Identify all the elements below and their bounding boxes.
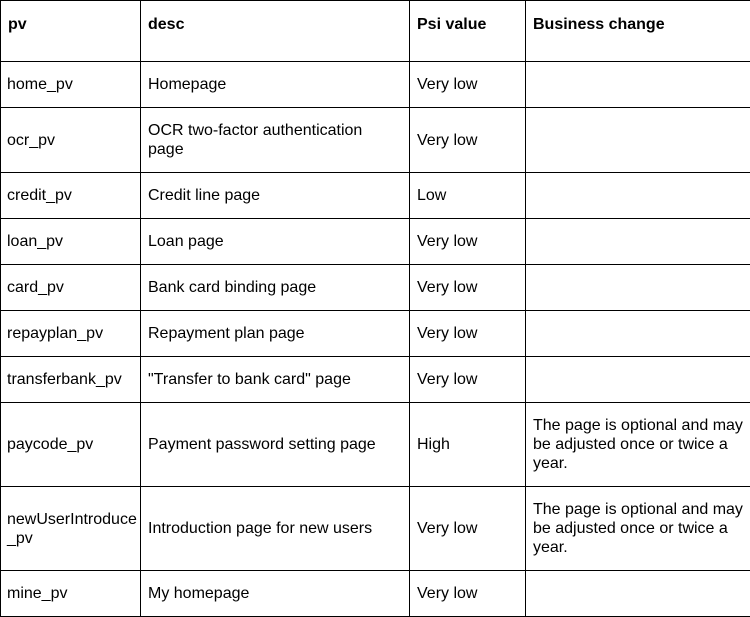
cell-desc: Repayment plan page bbox=[141, 311, 410, 357]
cell-business-change: The page is optional and may be adjusted once or twice a year. bbox=[526, 487, 750, 571]
header-pv: pv bbox=[1, 1, 141, 62]
header-row bbox=[1, 1, 750, 62]
cell-psi: Very low bbox=[410, 219, 526, 265]
cell-pv: mine_pv bbox=[1, 571, 141, 617]
cell-pv: loan_pv bbox=[1, 219, 141, 265]
cell-psi: Very low bbox=[410, 108, 526, 173]
cell-psi: Very low bbox=[410, 62, 526, 108]
cell-desc: Homepage bbox=[141, 62, 410, 108]
cell-pv: card_pv bbox=[1, 265, 141, 311]
table-row bbox=[1, 108, 750, 173]
cell-psi: Very low bbox=[410, 487, 526, 571]
cell-desc: OCR two-factor authentication page bbox=[141, 108, 410, 173]
cell-desc: My homepage bbox=[141, 571, 410, 617]
cell-business-change bbox=[526, 62, 750, 108]
cell-business-change bbox=[526, 311, 750, 357]
cell-psi: Very low bbox=[410, 311, 526, 357]
cell-desc: Payment password setting page bbox=[141, 403, 410, 487]
cell-desc: "Transfer to bank card" page bbox=[141, 357, 410, 403]
table-row bbox=[1, 403, 750, 487]
cell-pv: newUserIntroduce_pv bbox=[1, 487, 141, 571]
table-row bbox=[1, 62, 750, 108]
cell-desc: Bank card binding page bbox=[141, 265, 410, 311]
header-desc: desc bbox=[141, 1, 410, 62]
cell-psi: Very low bbox=[410, 571, 526, 617]
cell-pv: home_pv bbox=[1, 62, 141, 108]
cell-pv: transferbank_pv bbox=[1, 357, 141, 403]
cell-pv: repayplan_pv bbox=[1, 311, 141, 357]
cell-business-change bbox=[526, 571, 750, 617]
cell-desc: Introduction page for new users bbox=[141, 487, 410, 571]
table-row bbox=[1, 265, 750, 311]
cell-pv: paycode_pv bbox=[1, 403, 141, 487]
cell-business-change: The page is optional and may be adjusted once or twice a year. bbox=[526, 403, 750, 487]
cell-desc: Credit line page bbox=[141, 173, 410, 219]
table-row bbox=[1, 357, 750, 403]
cell-psi: Very low bbox=[410, 265, 526, 311]
table-row bbox=[1, 311, 750, 357]
cell-pv: ocr_pv bbox=[1, 108, 141, 173]
cell-business-change bbox=[526, 108, 750, 173]
cell-business-change bbox=[526, 219, 750, 265]
cell-desc: Loan page bbox=[141, 219, 410, 265]
table-row bbox=[1, 571, 750, 617]
header-psi-value: Psi value bbox=[410, 1, 526, 62]
cell-pv: credit_pv bbox=[1, 173, 141, 219]
cell-psi: High bbox=[410, 403, 526, 487]
cell-psi: Low bbox=[410, 173, 526, 219]
table-row bbox=[1, 173, 750, 219]
table-row bbox=[1, 487, 750, 571]
header-business-change: Business change bbox=[526, 1, 750, 62]
cell-business-change bbox=[526, 265, 750, 311]
table-row bbox=[1, 219, 750, 265]
cell-business-change bbox=[526, 173, 750, 219]
cell-psi: Very low bbox=[410, 357, 526, 403]
cell-business-change bbox=[526, 357, 750, 403]
